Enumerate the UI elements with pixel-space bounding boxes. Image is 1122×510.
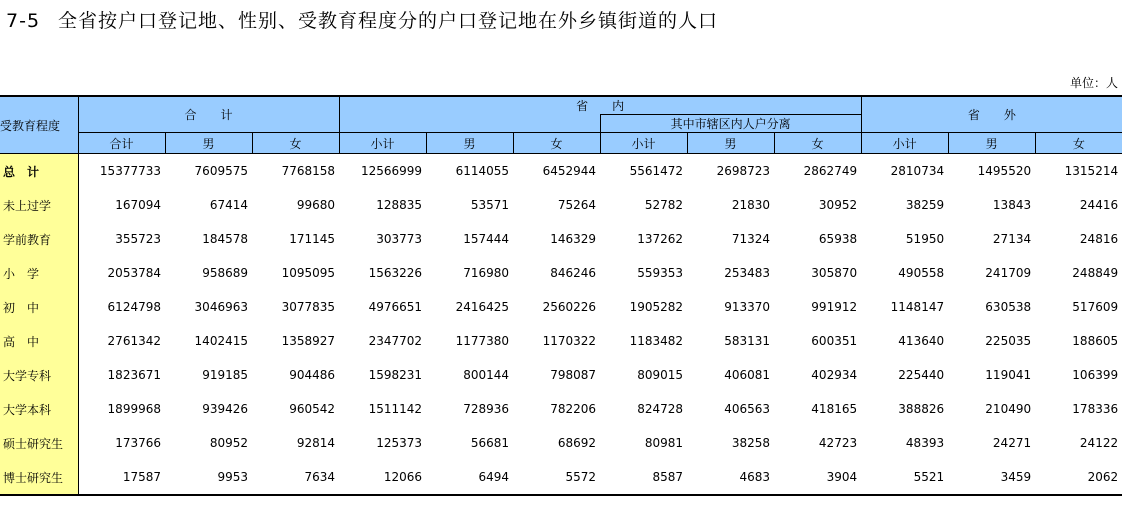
population-table xyxy=(0,95,1122,496)
table-cell: 24122 xyxy=(1079,436,1119,450)
table-cell: 2560226 xyxy=(542,300,597,314)
table-cell: 600351 xyxy=(811,334,858,348)
table-cell: 958689 xyxy=(202,266,248,280)
table-cell: 184578 xyxy=(202,232,248,246)
table-cell: 2416425 xyxy=(455,300,510,314)
table-cell: 413640 xyxy=(898,334,945,348)
table-cell: 210490 xyxy=(985,402,1032,416)
table-cell: 7768158 xyxy=(281,164,336,178)
table-cell: 173766 xyxy=(115,436,161,450)
table-cell: 24816 xyxy=(1079,232,1119,246)
table-row xyxy=(0,154,1122,189)
table-cell: 490558 xyxy=(898,266,945,280)
col-city-subtotal: 小计 xyxy=(600,133,687,154)
table-cell: 1905282 xyxy=(629,300,684,314)
col-out-subtotal: 小计 xyxy=(861,133,948,154)
table-cell: 38258 xyxy=(731,436,771,450)
table-row xyxy=(0,256,1122,290)
table-cell: 418165 xyxy=(811,402,858,416)
table-cell: 559353 xyxy=(637,266,684,280)
table-cell: 1170322 xyxy=(542,334,597,348)
table-cell: 171145 xyxy=(289,232,336,246)
table-cell: 402934 xyxy=(811,368,858,382)
group-header-out-province: 省 外 xyxy=(861,96,1122,133)
table-cell: 53571 xyxy=(470,198,510,212)
table-cell: 24271 xyxy=(992,436,1032,450)
table-cell: 1563226 xyxy=(368,266,423,280)
table-cell: 27134 xyxy=(992,232,1032,246)
col-in-subtotal: 小计 xyxy=(339,133,426,154)
table-cell: 355723 xyxy=(115,232,161,246)
table-cell: 1315214 xyxy=(1064,164,1119,178)
table-cell: 5521 xyxy=(861,460,948,495)
table-cell: 71324 xyxy=(731,232,771,246)
table-cell: 21830 xyxy=(731,198,771,212)
table-cell: 92814 xyxy=(296,436,336,450)
table-cell: 1511142 xyxy=(368,402,423,416)
row-label: 大学专科 xyxy=(0,358,78,392)
table-cell: 800144 xyxy=(463,368,510,382)
table-cell: 5572 xyxy=(513,460,600,495)
table-cell: 4976651 xyxy=(368,300,423,314)
table-cell: 2053784 xyxy=(107,266,161,280)
table-cell: 119041 xyxy=(985,368,1032,382)
table-cell: 30952 xyxy=(818,198,858,212)
table-cell: 128835 xyxy=(376,198,423,212)
col-city-male: 男 xyxy=(687,133,774,154)
table-cell: 80981 xyxy=(644,436,684,450)
table-cell: 9953 xyxy=(165,460,252,495)
col-in-female: 女 xyxy=(513,133,600,154)
table-cell: 716980 xyxy=(463,266,510,280)
table-cell: 188605 xyxy=(1072,334,1119,348)
table-cell: 1402415 xyxy=(194,334,248,348)
group-header-in-province-sub: 其中市辖区内人户分离 xyxy=(600,115,861,133)
table-cell: 2810734 xyxy=(890,164,945,178)
table-cell: 225035 xyxy=(985,334,1032,348)
row-label: 博士研究生 xyxy=(0,460,78,495)
row-label: 未上过学 xyxy=(0,188,78,222)
table-cell: 42723 xyxy=(818,436,858,450)
group-header-in-province: 省 内 xyxy=(339,96,861,115)
row-label: 硕士研究生 xyxy=(0,426,78,460)
table-cell: 157444 xyxy=(463,232,510,246)
table-cell: 388826 xyxy=(898,402,945,416)
table-number: 7-5 xyxy=(6,10,41,32)
table-cell: 52782 xyxy=(644,198,684,212)
table-cell: 305870 xyxy=(811,266,858,280)
table-cell: 12566999 xyxy=(360,164,423,178)
table-row xyxy=(0,324,1122,358)
table-cell: 846246 xyxy=(550,266,597,280)
table-row xyxy=(0,188,1122,222)
table-cell: 960542 xyxy=(289,402,336,416)
table-row xyxy=(0,460,1122,495)
table-row xyxy=(0,358,1122,392)
table-cell: 248849 xyxy=(1072,266,1119,280)
table-cell: 3904 xyxy=(774,460,861,495)
table-cell: 583131 xyxy=(724,334,771,348)
table-cell: 167094 xyxy=(115,198,161,212)
table-cell: 7609575 xyxy=(194,164,248,178)
table-cell: 3077835 xyxy=(281,300,336,314)
table-cell: 3459 xyxy=(948,460,1035,495)
table-cell: 4683 xyxy=(687,460,774,495)
table-cell: 798087 xyxy=(550,368,597,382)
table-cell: 13843 xyxy=(992,198,1032,212)
table-cell: 12066 xyxy=(339,460,426,495)
table-cell: 99680 xyxy=(296,198,336,212)
table-cell: 1148147 xyxy=(890,300,945,314)
table-cell: 48393 xyxy=(905,436,945,450)
col-city-female: 女 xyxy=(774,133,861,154)
table-cell: 5561472 xyxy=(629,164,684,178)
table-cell: 1095095 xyxy=(281,266,336,280)
table-cell: 106399 xyxy=(1072,368,1119,382)
table-cell: 3046963 xyxy=(194,300,248,314)
table-cell: 6452944 xyxy=(542,164,597,178)
table-cell: 919185 xyxy=(202,368,248,382)
table-cell: 137262 xyxy=(637,232,684,246)
table-cell: 1823671 xyxy=(107,368,161,382)
table-row xyxy=(0,392,1122,426)
table-cell: 15377733 xyxy=(99,164,161,178)
col-total-female: 女 xyxy=(252,133,339,154)
table-cell: 630538 xyxy=(985,300,1032,314)
table-cell: 6494 xyxy=(426,460,513,495)
group-header-total: 合 计 xyxy=(78,96,339,133)
table-body xyxy=(0,154,1122,496)
row-label: 学前教育 xyxy=(0,222,78,256)
table-cell: 824728 xyxy=(637,402,684,416)
table-title xyxy=(6,6,718,33)
table-cell: 303773 xyxy=(376,232,423,246)
table-cell: 17587 xyxy=(78,460,165,495)
table-cell: 178336 xyxy=(1072,402,1119,416)
table-cell: 1899968 xyxy=(107,402,161,416)
table-row xyxy=(0,222,1122,256)
table-cell: 67414 xyxy=(209,198,248,212)
table-cell: 2698723 xyxy=(716,164,771,178)
row-header-education: 受教育程度 xyxy=(0,96,78,154)
table-cell: 782206 xyxy=(550,402,597,416)
table-cell: 1183482 xyxy=(629,334,684,348)
table-cell: 38259 xyxy=(905,198,945,212)
table-cell: 56681 xyxy=(470,436,510,450)
table-cell: 6124798 xyxy=(107,300,161,314)
row-label: 高 中 xyxy=(0,324,78,358)
col-in-male: 男 xyxy=(426,133,513,154)
table-title-text: 全省按户口登记地、性别、受教育程度分的户口登记地在外乡镇街道的人口 xyxy=(58,10,719,32)
table-cell: 1177380 xyxy=(455,334,510,348)
row-label: 小 学 xyxy=(0,256,78,290)
row-label: 总 计 xyxy=(0,154,78,189)
table-cell: 75264 xyxy=(557,198,597,212)
table-cell: 939426 xyxy=(202,402,248,416)
col-out-male: 男 xyxy=(948,133,1035,154)
col-total-sum: 合计 xyxy=(78,133,165,154)
row-label: 大学本科 xyxy=(0,392,78,426)
table-cell: 809015 xyxy=(637,368,684,382)
table-cell: 1598231 xyxy=(368,368,423,382)
table-cell: 65938 xyxy=(818,232,858,246)
table-cell: 68692 xyxy=(557,436,597,450)
table-cell: 8587 xyxy=(600,460,687,495)
col-out-female: 女 xyxy=(1035,133,1122,154)
table-row xyxy=(0,426,1122,460)
table-cell: 2862749 xyxy=(803,164,858,178)
table-cell: 80952 xyxy=(209,436,248,450)
table-cell: 241709 xyxy=(985,266,1032,280)
table-cell: 991912 xyxy=(811,300,858,314)
table-cell: 406563 xyxy=(724,402,771,416)
col-total-male: 男 xyxy=(165,133,252,154)
table-cell: 2347702 xyxy=(368,334,423,348)
table-cell: 125373 xyxy=(376,436,423,450)
table-cell: 7634 xyxy=(252,460,339,495)
table-cell: 913370 xyxy=(724,300,771,314)
table-cell: 406081 xyxy=(724,368,771,382)
table-cell: 2062 xyxy=(1035,460,1122,495)
table-cell: 146329 xyxy=(550,232,597,246)
table-cell: 1495520 xyxy=(977,164,1032,178)
unit-label: 单位：人 xyxy=(1069,76,1118,90)
table-cell: 2761342 xyxy=(107,334,161,348)
table-cell: 253483 xyxy=(724,266,771,280)
table-cell: 6114055 xyxy=(455,164,510,178)
table-cell: 225440 xyxy=(898,368,945,382)
table-cell: 24416 xyxy=(1079,198,1119,212)
table-cell: 1358927 xyxy=(281,334,336,348)
row-label: 初 中 xyxy=(0,290,78,324)
table-cell: 728936 xyxy=(463,402,510,416)
table-row xyxy=(0,290,1122,324)
table-cell: 904486 xyxy=(289,368,336,382)
table-cell: 51950 xyxy=(905,232,945,246)
table-cell: 517609 xyxy=(1072,300,1119,314)
in-province-spacer xyxy=(339,115,600,133)
